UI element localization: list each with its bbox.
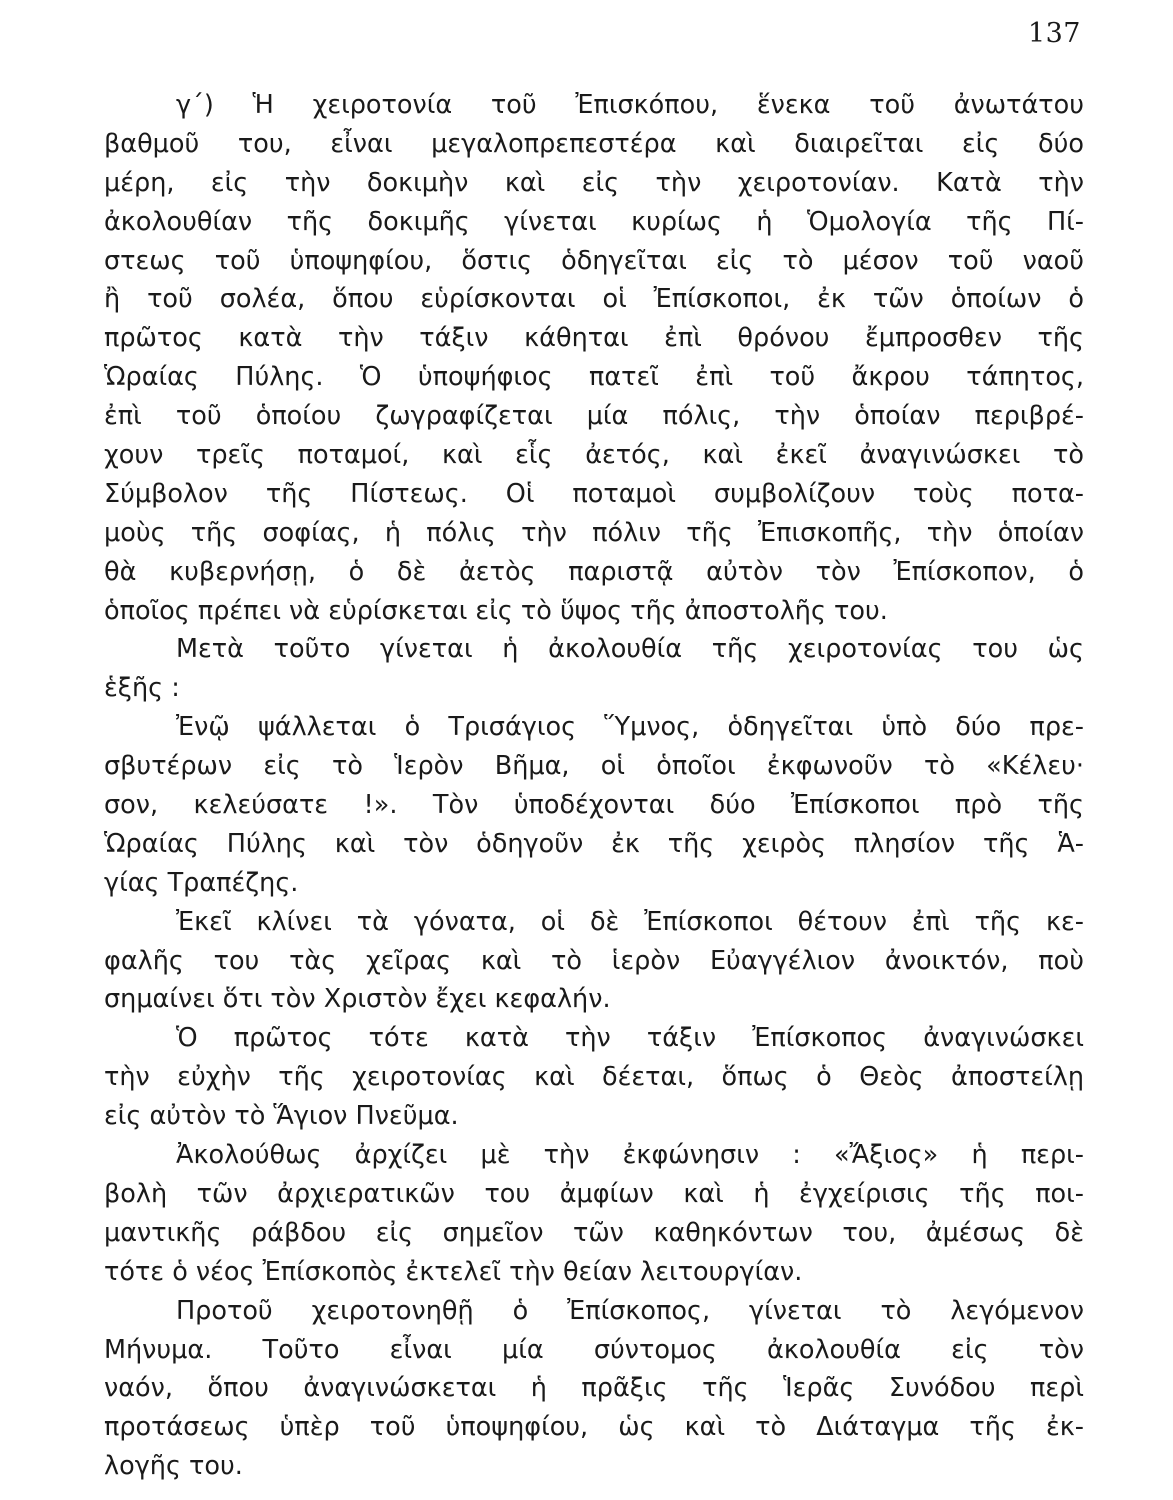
- text-line: πρῶτος κατὰ τὴν τάξιν κάθηται ἐπὶ θρόνου ἔμπροσθεν τῆς: [104, 323, 1084, 354]
- text-line: λογῆς του.: [104, 1451, 243, 1482]
- text-line: ἑξῆς :: [104, 673, 180, 704]
- text-line: φαλῆς του τὰς χεῖρας καὶ τὸ ἱερὸν Εὐαγγέλιον ἀνοικτόν, ποὺ: [104, 945, 1084, 976]
- text-line: Ὡραίας Πύλης καὶ τὸν ὁδηγοῦν ἐκ τῆς χειρὸς πλησίον τῆς Ἁ-: [104, 828, 1084, 859]
- paragraph: [104, 708, 1084, 902]
- page-number: 137: [1027, 18, 1081, 49]
- text-line: γίας Τραπέζης.: [104, 867, 299, 898]
- paragraph: [104, 1292, 1084, 1486]
- text-line: χουν τρεῖς ποταμοί, καὶ εἷς ἀετός, καὶ ἐκεῖ ἀναγινώσκει τὸ: [104, 440, 1084, 471]
- text-line: ὁποῖος πρέπει νὰ εὑρίσκεται εἰς τὸ ὕψος τῆς ἀποστολῆς του.: [104, 595, 888, 626]
- text-line: προτάσεως ὑπὲρ τοῦ ὑποψηφίου, ὡς καὶ τὸ Διάταγμα τῆς ἐκ-: [104, 1412, 1084, 1443]
- text-line: Προτοῦ χειροτονηθῇ ὁ Ἐπίσκοπος, γίνεται τὸ λεγόμενον: [176, 1295, 1084, 1326]
- body-text: [104, 86, 1084, 1486]
- text-line: Μετὰ τοῦτο γίνεται ἡ ἀκολουθία τῆς χειροτονίας του ὡς: [176, 634, 1084, 665]
- text-line: στεως τοῦ ὑποψηφίου, ὅστις ὁδηγεῖται εἰς τὸ μέσον τοῦ ναοῦ: [104, 245, 1084, 276]
- text-line: γ΄) Ἡ χειροτονία τοῦ Ἐπισκόπου, ἕνεκα τοῦ ἀνωτάτου: [176, 90, 1084, 120]
- text-line: μαντικῆς ράβδου εἰς σημεῖον τῶν καθηκόντων του, ἀμέσως δὲ: [104, 1217, 1084, 1248]
- text-line: Ἐνῷ ψάλλεται ὁ Τρισάγιος Ὕμνος, ὁδηγεῖται ὑπὸ δύο πρε-: [176, 712, 1084, 743]
- text-line: εἰς αὐτὸν τὸ Ἅγιον Πνεῦμα.: [104, 1101, 459, 1132]
- text-line: ἢ τοῦ σολέα, ὅπου εὑρίσκονται οἱ Ἐπίσκοποι, ἐκ τῶν ὁποίων ὁ: [104, 284, 1084, 315]
- text-line: σον, κελεύσατε !». Τὸν ὑποδέχονται δύο Ἐπίσκοποι πρὸ τῆς: [104, 790, 1084, 821]
- paragraph: [104, 1019, 1084, 1136]
- paragraph: [104, 903, 1084, 1020]
- text-line: βαθμοῦ του, εἶναι μεγαλοπρεπεστέρα καὶ διαιρεῖται εἰς δύο: [104, 128, 1084, 159]
- text-line: θὰ κυβερνήσῃ, ὁ δὲ ἀετὸς παριστᾷ αὐτὸν τὸν Ἐπίσκοπον, ὁ: [104, 556, 1084, 587]
- paragraph: [104, 86, 1084, 630]
- text-line: Ἀκολούθως ἀρχίζει μὲ τὴν ἐκφώνησιν : «Ἄξιος» ἡ περι-: [176, 1140, 1084, 1171]
- text-line: Ὁ πρῶτος τότε κατὰ τὴν τάξιν Ἐπίσκοπος ἀναγινώσκει: [176, 1023, 1084, 1054]
- text-line: τὴν εὐχὴν τῆς χειροτονίας καὶ δέεται, ὅπως ὁ Θεὸς ἀποστείλῃ: [104, 1062, 1084, 1093]
- text-line: μέρη, εἰς τὴν δοκιμὴν καὶ εἰς τὴν χειροτονίαν. Κατὰ τὴν: [104, 167, 1084, 198]
- text-line: ἐπὶ τοῦ ὁποίου ζωγραφίζεται μία πόλις, τὴν ὁποίαν περιβρέ-: [104, 401, 1084, 432]
- paragraph: [104, 1136, 1084, 1292]
- text-line: Σύμβολον τῆς Πίστεως. Οἱ ποταμοὶ συμβολίζουν τοὺς ποτα-: [104, 478, 1084, 509]
- text-line: τότε ὁ νέος Ἐπίσκοπὸς ἐκτελεῖ τὴν θείαν λειτουργίαν.: [104, 1256, 803, 1287]
- text-line: ναόν, ὅπου ἀναγινώσκεται ἡ πρᾶξις τῆς Ἱερᾶς Συνόδου περὶ: [104, 1373, 1084, 1404]
- text-line: Ὡραίας Πύλης. Ὁ ὑποψήφιος πατεῖ ἐπὶ τοῦ ἄκρου τάπητος,: [104, 362, 1084, 393]
- text-line: βολὴ τῶν ἀρχιερατικῶν του ἀμφίων καὶ ἡ ἐγχείρισις τῆς ποι-: [104, 1178, 1084, 1209]
- text-line: Μήνυμα. Τοῦτο εἶναι μία σύντομος ἀκολουθία εἰς τὸν: [104, 1334, 1084, 1365]
- text-line: σημαίνει ὅτι τὸν Χριστὸν ἔχει κεφαλήν.: [104, 984, 611, 1015]
- text-line: ἀκολουθίαν τῆς δοκιμῆς γίνεται κυρίως ἡ Ὁμολογία τῆς Πί-: [104, 206, 1084, 237]
- text-line: μοὺς τῆς σοφίας, ἡ πόλις τὴν πόλιν τῆς Ἐπισκοπῆς, τὴν ὁποίαν: [104, 517, 1084, 548]
- paragraph: [104, 630, 1084, 708]
- text-line: σβυτέρων εἰς τὸ Ἱερὸν Βῆμα, οἱ ὁποῖοι ἐκφωνοῦν τὸ «Κέλευ·: [104, 751, 1084, 782]
- text-line: Ἐκεῖ κλίνει τὰ γόνατα, οἱ δὲ Ἐπίσκοποι θέτουν ἐπὶ τῆς κε-: [176, 906, 1084, 937]
